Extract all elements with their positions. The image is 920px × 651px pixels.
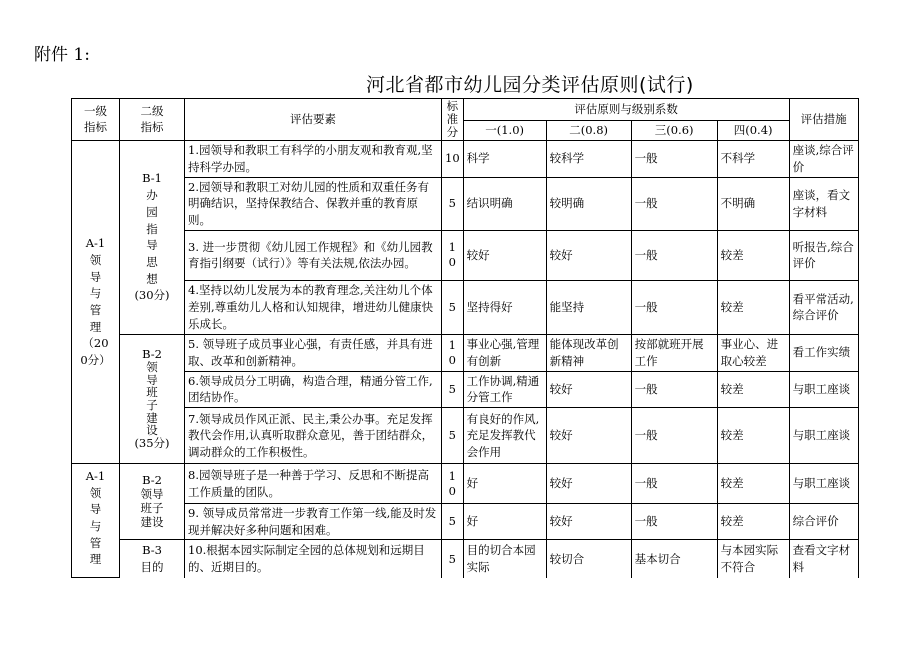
grade2-cell: 较好 bbox=[546, 408, 631, 464]
measure-cell: 看工作实绩 bbox=[789, 334, 858, 371]
measure-cell: 与职工座谈 bbox=[789, 408, 858, 464]
grade2-cell: 能坚持 bbox=[546, 280, 631, 334]
header-grade3: 三(0.6) bbox=[631, 121, 717, 141]
grade1-cell: 事业心强,管理有创新 bbox=[463, 334, 546, 371]
score-cell: 5 bbox=[442, 540, 464, 578]
grade1-cell: 有良好的作风,充足发挥教代会作用 bbox=[463, 408, 546, 464]
grade4-cell: 较差 bbox=[717, 280, 789, 334]
requirement-cell: 9. 领导成员常常进一步教育工作第一线,能及时发现并解决好多种问题和困难。 bbox=[185, 504, 442, 540]
score-cell: 1 0 bbox=[442, 230, 464, 280]
requirement-cell: 6.领导成员分工明确，构造合理，精通分管工作,团结协作。 bbox=[185, 371, 442, 407]
header-grade1: 一(1.0) bbox=[463, 121, 546, 141]
grade4-cell: 较差 bbox=[717, 464, 789, 504]
measure-cell: 座谈,综合评价 bbox=[789, 140, 858, 177]
score-cell: 5 bbox=[442, 177, 464, 230]
table-row bbox=[72, 230, 859, 280]
score-cell: 5 bbox=[442, 371, 464, 407]
requirement-cell: 2.园领导和教职工对幼儿园的性质和双重任务有明确结识，坚持保教结合、保教并重的教育原则。 bbox=[185, 177, 442, 230]
header-grade4: 四(0.4) bbox=[717, 121, 789, 141]
grade3-cell: 一般 bbox=[631, 177, 717, 230]
measure-cell: 查看文字材料 bbox=[789, 540, 858, 578]
grade1-cell: 好 bbox=[463, 504, 546, 540]
grade4-cell: 较差 bbox=[717, 371, 789, 407]
grade2-cell: 较好 bbox=[546, 504, 631, 540]
grade1-cell: 好 bbox=[463, 464, 546, 504]
requirement-cell: 1.园领导和教职工有科学的小朋友观和教育观,坚持科学办园。 bbox=[185, 140, 442, 177]
header-level2: 二级 指标 bbox=[120, 99, 185, 141]
score-cell: 5 bbox=[442, 408, 464, 464]
grade4-cell: 与本园实际不符合 bbox=[717, 540, 789, 578]
grade4-cell: 事业心、进取心较差 bbox=[717, 334, 789, 371]
grade4-cell: 不科学 bbox=[717, 140, 789, 177]
document-title: 河北省都市幼儿园分类评估原则(试行) bbox=[366, 74, 694, 96]
grade4-cell: 较差 bbox=[717, 408, 789, 464]
grade3-cell: 一般 bbox=[631, 464, 717, 504]
grade2-cell: 能体现改革创新精神 bbox=[546, 334, 631, 371]
score-cell: 5 bbox=[442, 280, 464, 334]
measure-cell: 座谈，看文字材料 bbox=[789, 177, 858, 230]
table-row bbox=[72, 464, 859, 504]
requirement-cell: 4.坚持以幼儿发展为本的教育理念,关注幼儿个体差别,尊重幼儿人格和认知规律，增进幼儿健康快乐成长。 bbox=[185, 280, 442, 334]
grade1-cell: 结识明确 bbox=[463, 177, 546, 230]
grade2-cell: 较好 bbox=[546, 230, 631, 280]
grade1-cell: 坚持得好 bbox=[463, 280, 546, 334]
measure-cell: 综合评价 bbox=[789, 504, 858, 540]
header-grade2: 二(0.8) bbox=[546, 121, 631, 141]
score-cell: 5 bbox=[442, 504, 464, 540]
requirement-cell: 3. 进一步贯彻《幼儿园工作规程》和《幼儿园教育指引纲要（试行）》等有关法规,依法办园。 bbox=[185, 230, 442, 280]
table-row bbox=[72, 540, 859, 578]
table-row bbox=[72, 504, 859, 540]
grade3-cell: 一般 bbox=[631, 371, 717, 407]
table-row bbox=[72, 177, 859, 230]
level1-cell: A-1 领 导 与 管 理 bbox=[72, 464, 120, 578]
measure-cell: 与职工座谈 bbox=[789, 464, 858, 504]
level2-cell: B-2 领 导 班 子 建 设 (35分) bbox=[120, 334, 185, 463]
header-score: 标 准 分 bbox=[442, 99, 464, 141]
measure-cell: 看平常活动,综合评价 bbox=[789, 280, 858, 334]
requirement-cell: 10.根据本园实际制定全园的总体规划和远期目的、近期目的。 bbox=[185, 540, 442, 578]
header-grading: 评估原则与级别系数 bbox=[463, 99, 789, 121]
requirement-cell: 7.领导成员作风正派、民主,秉公办事。充足发挥教代会作用,认真听取群众意见，善于团结群众，调动群众的工作积极性。 bbox=[185, 408, 442, 464]
grade3-cell: 一般 bbox=[631, 280, 717, 334]
grade3-cell: 一般 bbox=[631, 408, 717, 464]
grade3-cell: 基本切合 bbox=[631, 540, 717, 578]
grade2-cell: 较好 bbox=[546, 371, 631, 407]
grade3-cell: 按部就班开展工作 bbox=[631, 334, 717, 371]
level2-cell: B-3 目的 bbox=[120, 540, 185, 578]
grade1-cell: 工作协调,精通分管工作 bbox=[463, 371, 546, 407]
header-measures: 评估措施 bbox=[789, 99, 858, 141]
requirement-cell: 5. 领导班子成员事业心强，有责任感，并具有进取、改革和创新精神。 bbox=[185, 334, 442, 371]
table-row bbox=[72, 334, 859, 371]
level2-cell: B-2 领导 班子 建设 bbox=[120, 464, 185, 540]
grade2-cell: 较切合 bbox=[546, 540, 631, 578]
grade2-cell: 较好 bbox=[546, 464, 631, 504]
grade3-cell: 一般 bbox=[631, 230, 717, 280]
table-row bbox=[72, 408, 859, 464]
level1-cell: A-1 领 导 与 管 理 （20 0分） bbox=[72, 140, 120, 463]
header-requirements: 评估要素 bbox=[185, 99, 442, 141]
grade4-cell: 不明确 bbox=[717, 177, 789, 230]
grade3-cell: 一般 bbox=[631, 504, 717, 540]
level2-cell: B-1 办 园 指 导 思 想 (30分) bbox=[120, 140, 185, 334]
table-row bbox=[72, 140, 859, 177]
attachment-label: 附件 1: bbox=[34, 45, 90, 65]
grade4-cell: 较差 bbox=[717, 230, 789, 280]
measure-cell: 与职工座谈 bbox=[789, 371, 858, 407]
measure-cell: 听报告,综合评价 bbox=[789, 230, 858, 280]
requirement-cell: 8.园领导班子是一种善于学习、反思和不断提高工作质量的团队。 bbox=[185, 464, 442, 504]
table-row bbox=[72, 280, 859, 334]
header-level1: 一级 指标 bbox=[72, 99, 120, 141]
grade1-cell: 目的切合本园实际 bbox=[463, 540, 546, 578]
table-row bbox=[72, 371, 859, 407]
evaluation-table bbox=[71, 98, 859, 578]
score-cell: 10 bbox=[442, 140, 464, 177]
grade4-cell: 较差 bbox=[717, 504, 789, 540]
score-cell: 1 0 bbox=[442, 334, 464, 371]
grade3-cell: 一般 bbox=[631, 140, 717, 177]
grade2-cell: 较明确 bbox=[546, 177, 631, 230]
grade1-cell: 科学 bbox=[463, 140, 546, 177]
score-cell: 1 0 bbox=[442, 464, 464, 504]
grade1-cell: 较好 bbox=[463, 230, 546, 280]
grade2-cell: 较科学 bbox=[546, 140, 631, 177]
